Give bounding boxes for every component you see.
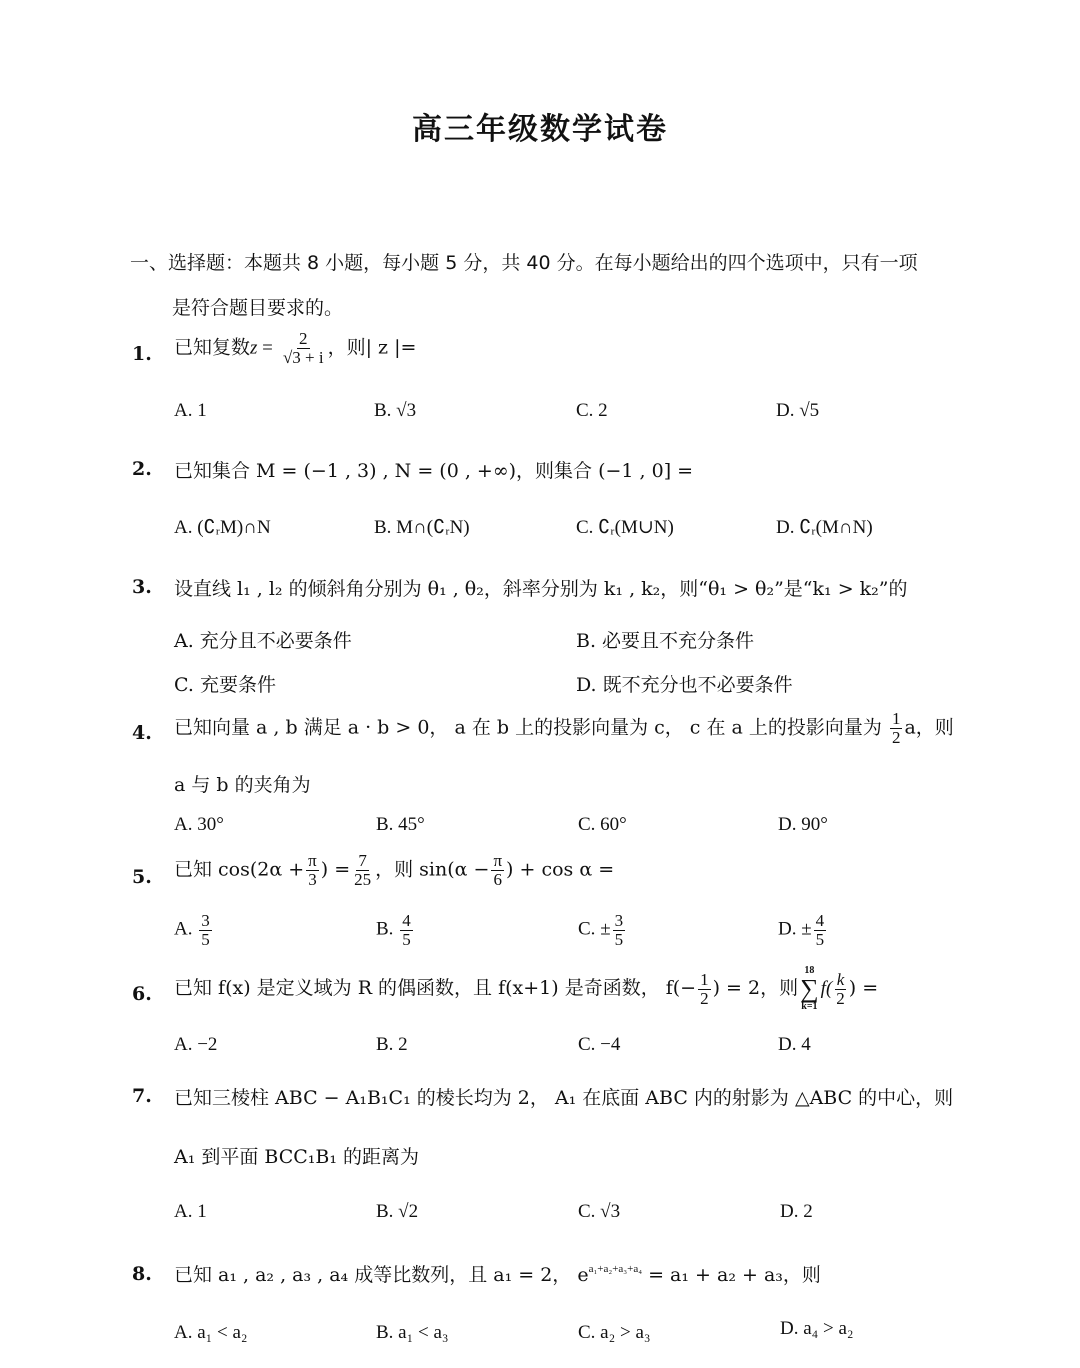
- q6-frac-den: 2: [700, 988, 709, 1008]
- q4-mid: a，则: [904, 716, 954, 739]
- q1-pre: 已知复数: [174, 336, 251, 359]
- question-8-number: 8.: [132, 1263, 152, 1285]
- q8-option-d[interactable]: D. a₄ > a₂: [780, 1318, 854, 1339]
- q5-f3-den: 6: [493, 869, 502, 889]
- q8-pre: 已知 a₁ , a₂ , a₃ , a₄ 成等比数列，且 a₁ = 2， e: [174, 1264, 589, 1286]
- q3-option-b[interactable]: B. 必要且不充分条件: [576, 630, 755, 652]
- q6-sum-bottom: k=1: [801, 1001, 818, 1012]
- q2-option-c[interactable]: C. ∁ᵣ(M∪N): [576, 517, 674, 538]
- q5-frac-1: [306, 852, 319, 889]
- q5-b-num: 4: [402, 911, 411, 930]
- q4-option-a[interactable]: A. 30°: [174, 814, 224, 835]
- q4-option-b[interactable]: B. 45°: [376, 814, 425, 835]
- question-1-number: 1.: [132, 343, 152, 365]
- q5-frac-2: [352, 852, 373, 889]
- section-header-line1: 一、选择题：本题共 8 小题，每小题 5 分，共 40 分。在每小题给出的四个选项中，只有一项: [130, 252, 918, 274]
- q5-a-label: A.: [174, 918, 193, 940]
- q6-sum-top: 18: [804, 965, 815, 976]
- q5-pre: 已知 cos(2α +: [174, 858, 305, 881]
- question-4-line2: a 与 b 的夹角为: [174, 774, 311, 796]
- q5-d-frac: [814, 912, 827, 949]
- q8-option-a[interactable]: A. a₁ < a₂: [174, 1322, 248, 1343]
- q6-option-d[interactable]: D. 4: [778, 1034, 811, 1055]
- q5-c-frac: [613, 912, 626, 949]
- q2-option-a[interactable]: A. (∁ᵣM)∩N: [174, 517, 271, 538]
- question-4-number: 4.: [132, 722, 152, 744]
- q6-k-frac: [834, 971, 847, 1008]
- q4-option-c[interactable]: C. 60°: [578, 814, 627, 835]
- page-title: 高三年级数学试卷: [412, 112, 668, 147]
- q6-pre: 已知 f(x) 是定义域为 R 的偶函数，且 f(x+1) 是奇函数， f(−: [174, 977, 697, 999]
- q5-d-den: 5: [815, 929, 825, 949]
- q5-a-frac: [199, 912, 212, 949]
- q1-option-a[interactable]: A. 1: [174, 400, 207, 421]
- q1-option-b[interactable]: B. √3: [374, 400, 417, 421]
- q4-pre: 已知向量 a , b 满足 a · b > 0， a 在 b 上的投影向量为 c， c 在 a 上的投影向量为: [174, 716, 882, 739]
- q7-option-b[interactable]: B. √2: [376, 1201, 419, 1222]
- question-5-stem: [174, 852, 614, 889]
- q5-f2-den: 25: [354, 869, 372, 889]
- q1-option-d[interactable]: D. √5: [776, 400, 820, 421]
- q4-option-d[interactable]: D. 90°: [778, 814, 828, 835]
- q6-post2: ) =: [848, 977, 879, 999]
- q6-post1: f(: [820, 978, 833, 999]
- q1-eq: =: [257, 337, 273, 359]
- q6-sum: [800, 966, 819, 1012]
- q5-c-den: 5: [614, 929, 624, 949]
- q2-option-b[interactable]: B. M∩(∁ᵣN): [374, 517, 470, 538]
- q5-frac-3: [491, 852, 504, 889]
- q5-option-b[interactable]: [376, 912, 415, 949]
- q5-d-num: 4: [815, 911, 825, 930]
- question-2-number: 2.: [132, 458, 152, 480]
- q6-frac: [698, 971, 711, 1008]
- q5-c-sign: ±: [600, 918, 611, 940]
- q1-post: ，则| z |=: [327, 336, 417, 359]
- q6-option-a[interactable]: A. −2: [174, 1034, 218, 1055]
- question-2-stem: 已知集合 M = (−1 , 3) , N = (0 , +∞)，则集合 (−1 , 0] =: [174, 460, 694, 482]
- q6-option-b[interactable]: B. 2: [376, 1034, 408, 1055]
- q7-option-d[interactable]: D. 2: [780, 1201, 813, 1222]
- q6-frac-num: 1: [700, 969, 709, 989]
- q5-a-den: 5: [201, 929, 210, 949]
- question-7-stem: 已知三棱柱 ABC − A₁B₁C₁ 的棱长均为 2， A₁ 在底面 ABC 内的射影为 △ABC 的中心，则: [174, 1087, 954, 1109]
- sigma-icon: ∑: [800, 974, 819, 1003]
- q2-option-d[interactable]: D. ∁ᵣ(M∩N): [776, 517, 873, 538]
- question-6-number: 6.: [132, 983, 152, 1005]
- question-8-stem: [174, 1260, 821, 1287]
- q8-option-c[interactable]: C. a₂ > a₃: [578, 1322, 651, 1343]
- question-3-stem: 设直线 l₁ , l₂ 的倾斜角分别为 θ₁ , θ₂，斜率分别为 k₁ , k₂，则“θ₁ > θ₂”是“k₁ > k₂”的: [174, 578, 908, 600]
- q5-option-a[interactable]: [174, 912, 214, 949]
- q7-option-a[interactable]: A. 1: [174, 1201, 207, 1222]
- question-5-number: 5.: [132, 866, 152, 888]
- q1-var: z: [250, 337, 258, 359]
- q4-fraction: [890, 710, 903, 747]
- q6-option-c[interactable]: C. −4: [578, 1034, 621, 1055]
- q4-frac-den: 2: [891, 727, 901, 747]
- q5-d-label: D.: [778, 918, 797, 940]
- q6-k-den: 2: [836, 988, 845, 1008]
- q8-exponent: a₁+a₂+a₃+a₄: [588, 1263, 643, 1275]
- q3-option-c[interactable]: C. 充要条件: [174, 674, 276, 696]
- q5-d-sign: ±: [801, 918, 812, 940]
- q3-option-a[interactable]: A. 充分且不必要条件: [174, 630, 352, 652]
- q5-option-d[interactable]: [778, 912, 828, 949]
- section-header-line2: 是符合题目要求的。: [172, 297, 344, 319]
- q3-option-d[interactable]: D. 既不充分也不必要条件: [576, 674, 793, 696]
- q5-c-label: C.: [578, 918, 596, 940]
- question-1-stem: [174, 330, 416, 367]
- q7-option-c[interactable]: C. √3: [578, 1201, 621, 1222]
- q5-b-label: B.: [376, 918, 394, 940]
- q8-post: = a₁ + a₂ + a₃，则: [642, 1264, 821, 1286]
- q5-a-num: 3: [201, 911, 210, 930]
- question-4-stem: [174, 710, 954, 747]
- q5-f2-num: 7: [358, 851, 367, 870]
- q6-mid: ) = 2，则: [712, 977, 799, 999]
- q5-mid1: ) =: [320, 858, 351, 881]
- q5-f1-den: 3: [308, 869, 317, 889]
- q4-frac-num: 1: [891, 709, 901, 728]
- question-3-number: 3.: [132, 576, 152, 598]
- q5-mid2: ，则 sin(α −: [375, 858, 490, 881]
- q5-f3-num: π: [493, 851, 503, 870]
- question-7-number: 7.: [132, 1085, 152, 1107]
- question-7-line2: A₁ 到平面 BCC₁B₁ 的距离为: [174, 1146, 420, 1168]
- q6-k-num: k: [836, 969, 845, 989]
- q1-fraction: [281, 330, 326, 367]
- q5-post: ) + cos α =: [506, 858, 615, 881]
- q5-option-c[interactable]: [578, 912, 627, 949]
- q1-frac-num: 2: [299, 329, 308, 348]
- q5-c-num: 3: [614, 911, 624, 930]
- q8-option-b[interactable]: B. a₁ < a₃: [376, 1322, 449, 1343]
- q5-f1-num: π: [308, 851, 317, 870]
- q1-option-c[interactable]: C. 2: [576, 400, 608, 421]
- q1-frac-den: √3 + i: [282, 347, 324, 367]
- q5-b-frac: [400, 912, 413, 949]
- q5-b-den: 5: [402, 929, 411, 949]
- question-6-stem: [174, 966, 878, 1012]
